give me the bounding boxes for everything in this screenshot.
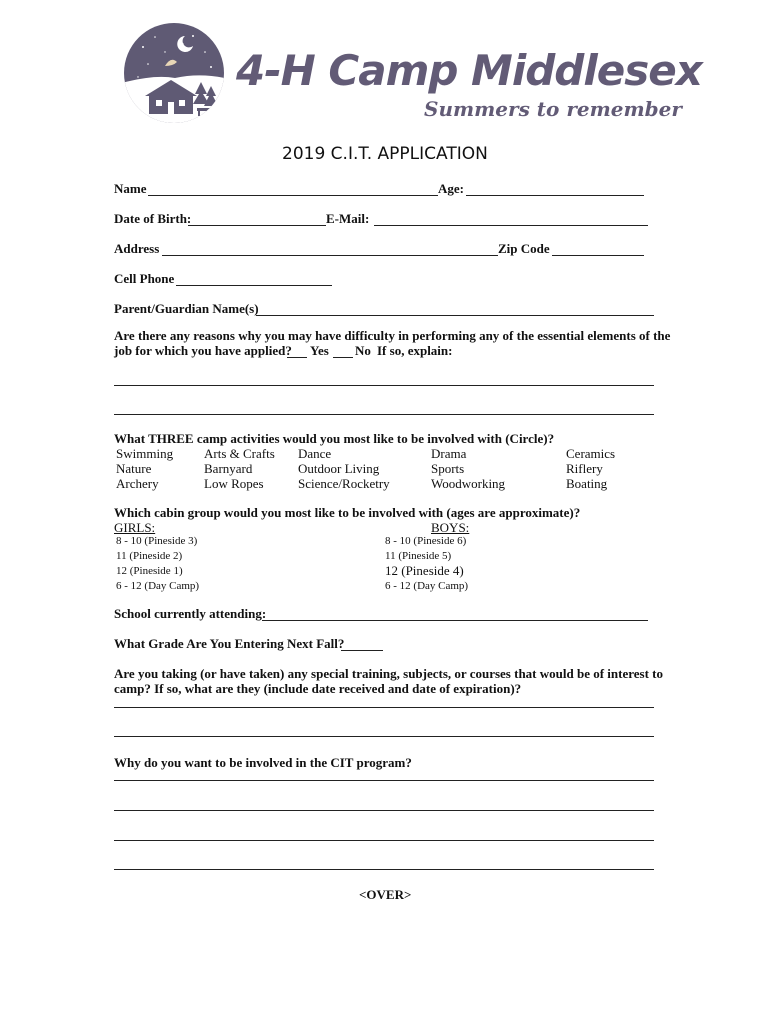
boys-cabin-option[interactable]: 8 - 10 (Pineside 6) [385, 535, 467, 547]
dob-field[interactable] [188, 225, 326, 226]
age-label: Age: [438, 181, 464, 196]
why-question: Why do you want to be involved in the CIT program? [114, 755, 412, 770]
activity-item[interactable]: Arts & Crafts [204, 446, 275, 461]
training-line-2[interactable] [114, 736, 654, 737]
cabin-question: Which cabin group would you most like to be involved with (ages are approximate)? [114, 505, 581, 520]
yes-label: Yes [310, 343, 329, 358]
girls-cabin-option[interactable]: 12 (Pineside 1) [116, 565, 183, 577]
why-line-2[interactable] [114, 810, 654, 811]
activity-item[interactable]: Woodworking [431, 476, 506, 491]
over-indicator: <OVER> [359, 887, 412, 902]
boys-cabin-option[interactable]: 11 (Pineside 5) [385, 550, 452, 562]
why-line-4[interactable] [114, 869, 654, 870]
form-title: 2019 C.I.T. APPLICATION [282, 144, 488, 164]
difficulty-question: Are there any reasons why you may have difficulty in performing any of the essential elements of the [114, 328, 671, 343]
camp-emblem-icon [123, 22, 225, 124]
cell-field[interactable] [176, 285, 332, 286]
girls-cabin-option[interactable]: 6 - 12 (Day Camp) [116, 580, 200, 592]
activity-item[interactable]: Barnyard [204, 461, 253, 476]
girls-cabin-option[interactable]: 8 - 10 (Pineside 3) [116, 535, 198, 547]
training-question-2: camp? If so, what are they (include date received and date of expiration)? [114, 681, 522, 696]
school-label: School currently attending: [114, 606, 267, 621]
explain-label: If so, explain: [377, 343, 453, 358]
school-field[interactable] [262, 620, 648, 621]
no-blank[interactable] [333, 357, 353, 358]
why-line-3[interactable] [114, 840, 654, 841]
age-field[interactable] [466, 195, 644, 196]
parent-label: Parent/Guardian Name(s) [114, 301, 259, 316]
activity-item[interactable]: Ceramics [566, 446, 616, 461]
zip-field[interactable] [552, 255, 644, 256]
zip-label: Zip Code [498, 241, 550, 256]
cell-label: Cell Phone [114, 271, 175, 286]
parent-field[interactable] [256, 315, 654, 316]
camp-logo [123, 22, 225, 124]
activity-item[interactable]: Riflery [566, 461, 603, 476]
yes-blank[interactable] [287, 357, 307, 358]
explain-line-2[interactable] [114, 414, 654, 415]
camp-tagline: Summers to remember [424, 97, 682, 121]
activity-item[interactable]: Drama [431, 446, 467, 461]
training-line-1[interactable] [114, 707, 654, 708]
no-label: No [355, 343, 371, 358]
camp-name: 4-H Camp Middlesex [236, 46, 702, 95]
activity-item[interactable]: Sports [431, 461, 465, 476]
grade-field[interactable] [341, 650, 383, 651]
training-question: Are you taking (or have taken) any special training, subjects, or courses that would be of interest to [114, 666, 664, 681]
boys-heading: BOYS: [431, 520, 470, 535]
address-label: Address [114, 241, 160, 256]
activity-item[interactable]: Nature [116, 461, 152, 476]
boys-cabin-option[interactable]: 12 (Pineside 4) [385, 563, 464, 578]
activity-item[interactable]: Dance [298, 446, 332, 461]
name-field[interactable] [148, 195, 438, 196]
boys-cabin-option[interactable]: 6 - 12 (Day Camp) [385, 580, 469, 592]
girls-heading: GIRLS: [114, 520, 156, 535]
email-label: E-Mail: [326, 211, 370, 226]
activity-item[interactable]: Swimming [116, 446, 174, 461]
address-field[interactable] [162, 255, 498, 256]
activities-question: What THREE camp activities would you most like to be involved with (Circle)? [114, 431, 555, 446]
grade-label: What Grade Are You Entering Next Fall? [114, 636, 345, 651]
name-label: Name [114, 181, 147, 196]
explain-line-1[interactable] [114, 385, 654, 386]
email-field[interactable] [374, 225, 648, 226]
activity-item[interactable]: Boating [566, 476, 608, 491]
activity-item[interactable]: Low Ropes [204, 476, 264, 491]
activity-item[interactable]: Archery [116, 476, 159, 491]
difficulty-question-2: job for which you have applied? [114, 343, 292, 358]
why-line-1[interactable] [114, 780, 654, 781]
dob-label: Date of Birth: [114, 211, 192, 226]
activity-item[interactable]: Outdoor Living [298, 461, 380, 476]
activity-item[interactable]: Science/Rocketry [298, 476, 390, 491]
girls-cabin-option[interactable]: 11 (Pineside 2) [116, 550, 183, 562]
